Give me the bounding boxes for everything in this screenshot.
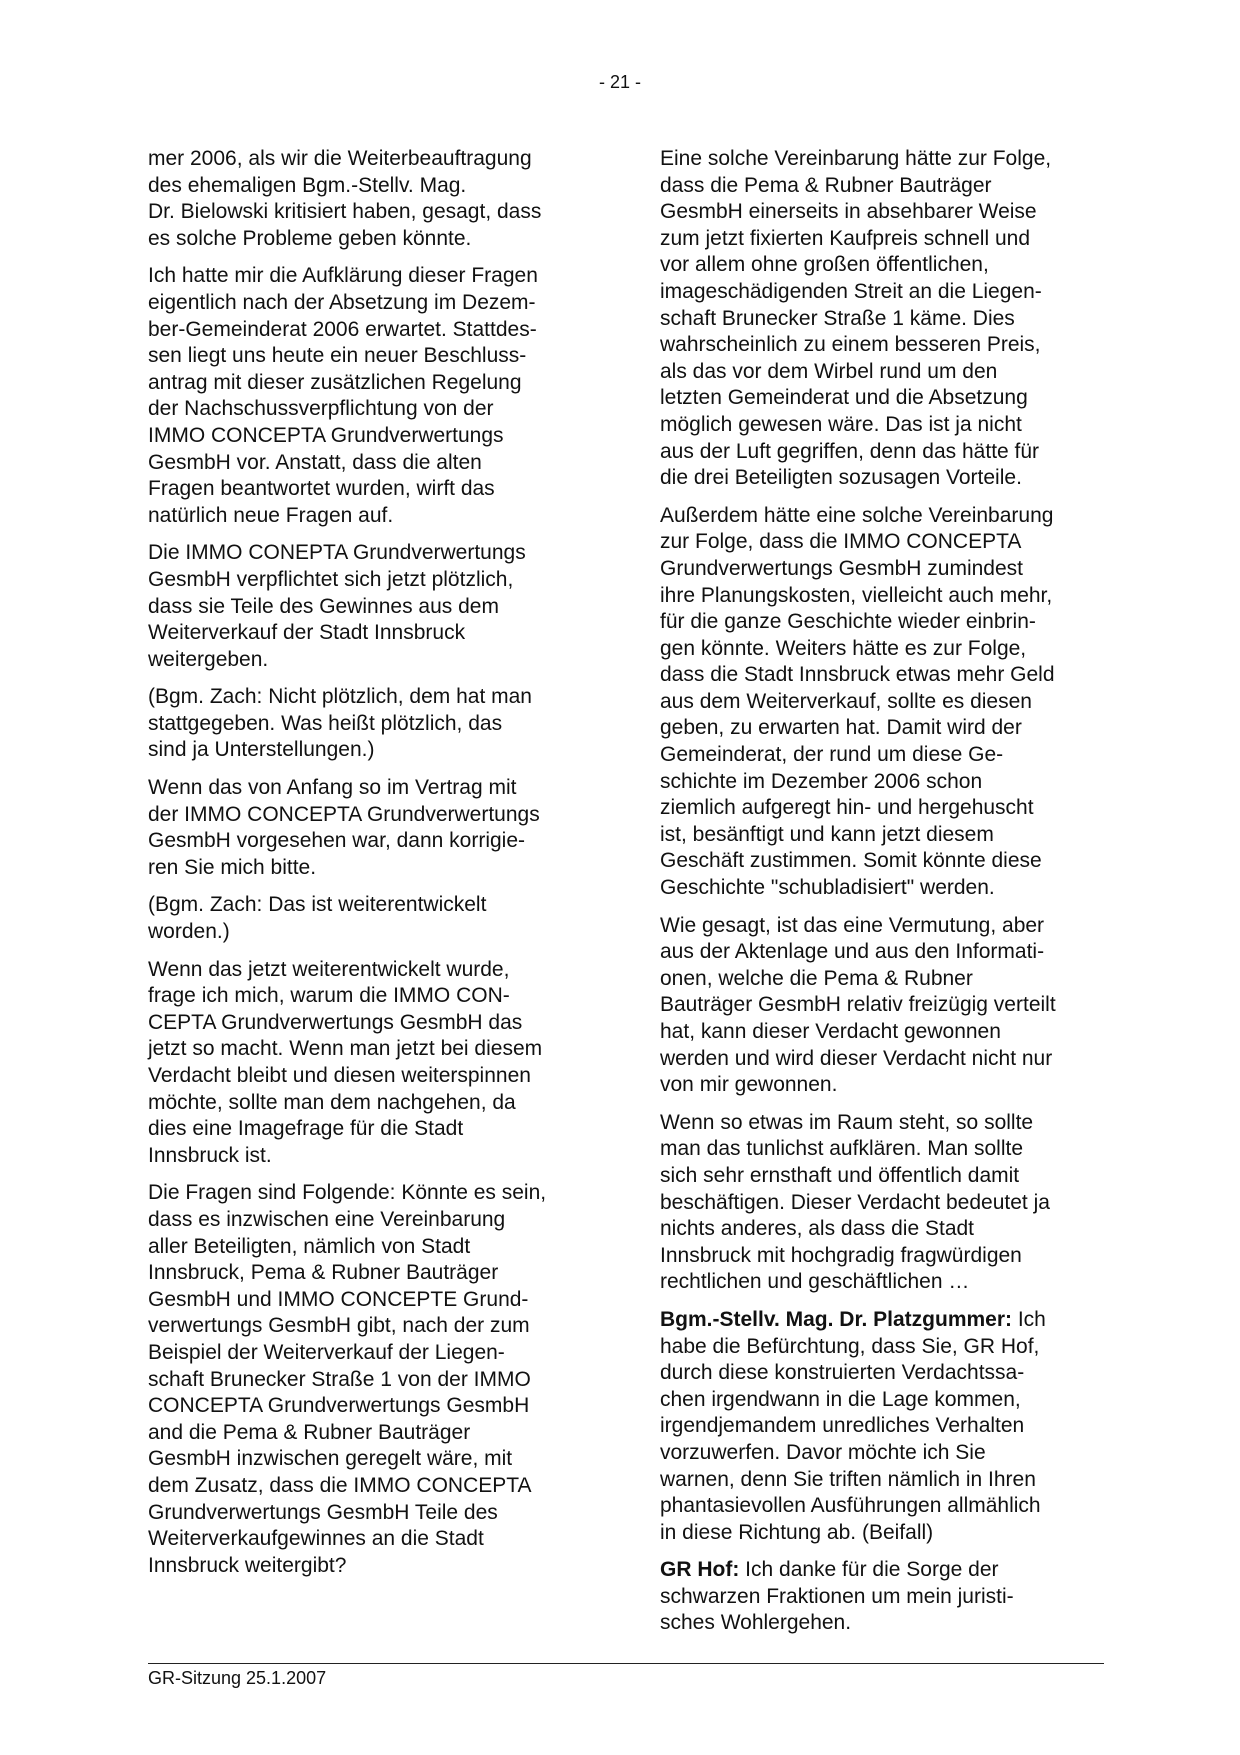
paragraph: Außerdem hätte eine solche Vereinbarung zur Folge, dass die IMMO CONCEPTA Grundverwertungs GesmbH zumindest ihre Planungskosten, vielleicht auch mehr, für die ganze Geschichte wieder einbrin- gen könnte. Weiters hätte es zur Folge, dass die Stadt Innsbruck etwas mehr Geld aus dem Weiterverkauf, sollte es diesen geben, zu erwarten hat. Damit wird der Gemeinderat, der rund um diese Ge- schichte im Dezember 2006 schon ziemlich aufgeregt hin- und hergehuscht ist, besänftigt und kann jetzt diesem Geschäft zustimmen. Somit könnte diese Geschichte "schubladisiert" werden. bbox=[660, 503, 1055, 900]
paragraph: Ich hatte mir die Aufklärung dieser Fragen eigentlich nach der Absetzung im Dezem- ber-Gemeinderat 2006 erwartet. Stattdes- sen liegt uns heute ein neuer Beschluss- antrag mit dieser zusätzlichen Regelung der Nachschussverpflichtung von der IMMO CONCEPTA Grundverwertungs GesmbH vor. Anstatt, dass die alten Fragen beantwortet wurden, wirft das natürlich neue Fragen auf. bbox=[148, 264, 538, 527]
speaker-name: GR Hof: bbox=[660, 1558, 740, 1582]
paragraph: Wenn das jetzt weiterentwickelt wurde, frage ich mich, warum die IMMO CON- CEPTA Grundverwertungs GesmbH das jetzt so macht. Wenn man jetzt bei diesem Verdacht bleibt und diesen weiterspinnen möchte, sollte man dem nachgehen, da dies eine Imagefrage für die Stadt Innsbruck ist. bbox=[148, 957, 543, 1167]
paragraph: Die IMMO CONEPTA Grundverwertungs GesmbH verpflichtet sich jetzt plötzlich, dass sie Teile des Gewinnes aus dem Weiterverkauf der Stadt Innsbruck weitergeben. bbox=[148, 541, 526, 671]
paragraph: Wenn so etwas im Raum steht, so sollte man das tunlichst aufklären. Man sollte sich sehr ernsthaft und öffentlich damit beschäftigen. Dieser Verdacht bedeutet ja nichts anderes, als dass die Stadt Innsbruck mit hochgradig fragwürdigen rechtlichen und geschäftlichen … bbox=[660, 1110, 1050, 1294]
paragraph: Die Fragen sind Folgende: Könnte es sein, dass es inzwischen eine Vereinbarung aller Beteiligten, nämlich von Stadt Innsbruck, Pema & Rubner Bauträger GesmbH und IMMO CONCEPTE Grund- verwertungs GesmbH gibt, nach der zum Beispiel der Weiterverkauf der Liegen- schaft Brunecker Straße 1 von der IMMO CONCEPTA Grundverwertungs GesmbH and die Pema & Rubner Bauträger GesmbH inzwischen geregelt wäre, mit dem Zusatz, dass die IMMO CONCEPTA Grundverwertungs GesmbH Teile des Weiterverkaufgewinnes an die Stadt Innsbruck weitergibt? bbox=[148, 1181, 547, 1577]
paragraph: Wenn das von Anfang so im Vertrag mit der IMMO CONCEPTA Grundverwertungs GesmbH vorgesehen war, dann korrigie- ren Sie mich bitte. bbox=[148, 776, 540, 879]
paragraph: Wie gesagt, ist das eine Vermutung, aber aus der Aktenlage und aus den Informati- onen, welche die Pema & Rubner Bauträger GesmbH relativ freizügig verteilt hat, kann dieser Verdacht gewonnen werden und wird dieser Verdacht nicht nur von mir gewonnen. bbox=[660, 913, 1056, 1097]
paragraph: mer 2006, als wir die Weiterbeauftragung des ehemaligen Bgm.-Stellv. Mag. Dr. Bielowski kritisiert haben, gesagt, dass es solche Probleme geben könnte. bbox=[148, 147, 542, 250]
page-number: - 21 - bbox=[598, 72, 641, 92]
speech-paragraph bbox=[660, 1307, 1102, 1546]
footer-divider bbox=[148, 1663, 1104, 1664]
interjection: (Bgm. Zach: Nicht plötzlich, dem hat man stattgegeben. Was heißt plötzlich, das sind ja Unterstellungen.) bbox=[148, 685, 532, 762]
speaker-name: Bgm.-Stellv. Mag. Dr. Platzgummer: bbox=[660, 1307, 1013, 1331]
speech-paragraph bbox=[660, 1557, 1102, 1637]
speech-text: Ich habe die Befürchtung, dass Sie, GR Hof, durch diese konstruierten Verdachtssa- chen irgendwann in die Lage kommen, irgendjemandem unredliches Verhalten vorzuwerfen. Davor möchte ich Sie warnen, denn Sie triften nämlich in Ihren phantasievollen Ausführungen allmählich in diese Richtung ab. (Beifall) bbox=[660, 1307, 1046, 1544]
right-column bbox=[660, 146, 1102, 1648]
footer-session-label: GR-Sitzung 25.1.2007 bbox=[148, 1668, 327, 1688]
interjection: (Bgm. Zach: Das ist weiterentwickelt worden.) bbox=[148, 893, 487, 944]
left-column bbox=[148, 146, 588, 1590]
speech-text: Ich danke für die Sorge der schwarzen Fraktionen um mein juristi- sches Wohlergehen. bbox=[660, 1558, 1014, 1635]
paragraph: Eine solche Vereinbarung hätte zur Folge, dass die Pema & Rubner Bauträger GesmbH einerseits in absehbarer Weise zum jetzt fixierten Kaufpreis schnell und vor allem ohne großen öffentlichen, imageschädigenden Streit an die Liegen- schaft Brunecker Straße 1 käme. Dies wahrscheinlich zu einem besseren Preis, als das vor dem Wirbel rund um den letzten Gemeinderat und die Absetzung möglich gewesen wäre. Das ist ja nicht aus der Luft gegriffen, denn das hätte für die drei Beteiligten sozusagen Vorteile. bbox=[660, 147, 1052, 490]
